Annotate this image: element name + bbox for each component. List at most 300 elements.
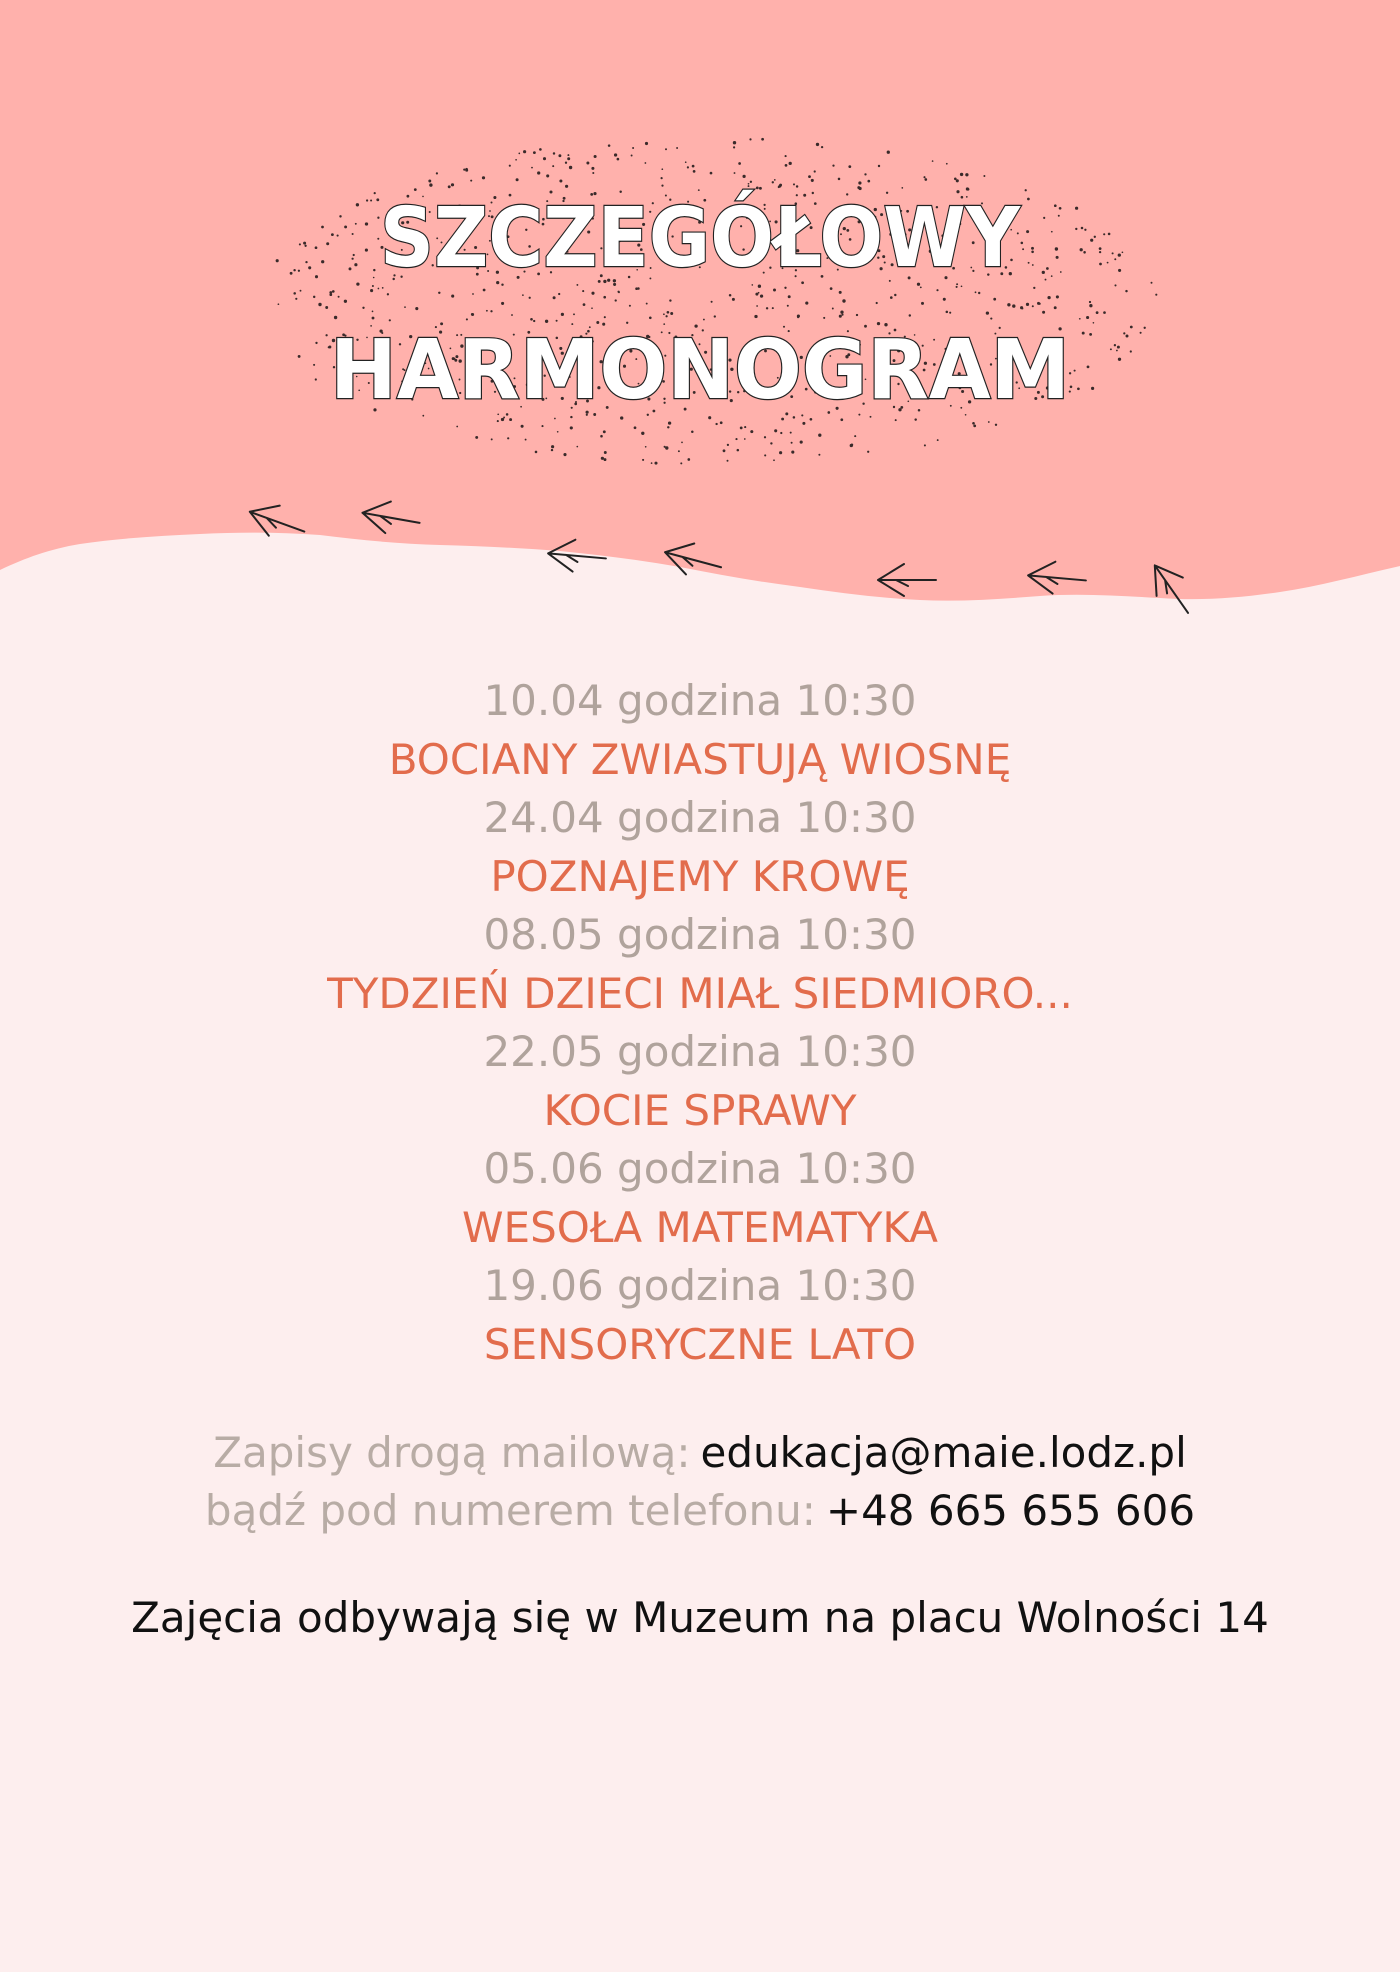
speckle-dot [1060, 271, 1062, 273]
speckle-dot [960, 173, 963, 176]
speckle-dot [533, 320, 535, 322]
speckle-dot [604, 451, 607, 454]
speckle-dot [313, 296, 315, 298]
speckle-dot [570, 426, 573, 429]
speckle-dot [857, 186, 860, 189]
speckle-dot [663, 313, 665, 315]
speckle-dot [818, 434, 821, 437]
speckle-dot [507, 437, 509, 439]
speckle-dot [1130, 350, 1132, 352]
speckle-dot [678, 450, 680, 452]
speckle-dot [1116, 350, 1118, 352]
speckle-dot [693, 170, 696, 173]
speckle-dot [796, 185, 798, 187]
speckle-dot [729, 294, 732, 297]
speckle-dot [667, 311, 670, 314]
speckle-dot [818, 454, 820, 456]
speckle-dot [774, 429, 777, 432]
speckle-dot [773, 289, 776, 292]
speckle-dot [1118, 253, 1121, 256]
speckle-dot [784, 287, 786, 289]
speckle-dot [830, 287, 833, 290]
speckle-dot [787, 305, 789, 307]
speckle-dot [773, 459, 775, 461]
speckle-dot [667, 426, 669, 428]
speckle-dot [661, 168, 663, 170]
speckle-dot [1027, 198, 1030, 201]
speckle-dot [501, 418, 504, 421]
speckle-dot [567, 154, 569, 156]
speckle-dot [954, 178, 957, 181]
speckle-dot [634, 426, 637, 429]
speckle-dot [1099, 251, 1101, 253]
speckle-dot [890, 296, 893, 299]
speckle-dot [988, 421, 990, 423]
speckle-dot [315, 342, 317, 344]
speckle-dot [1020, 306, 1023, 309]
speckle-dot [466, 318, 468, 320]
speckle-dot [372, 311, 374, 313]
speckle-dot [645, 162, 647, 164]
speckle-dot [936, 289, 938, 291]
speckle-dot [1070, 386, 1073, 389]
speckle-dot [901, 187, 903, 189]
speckle-dot [894, 294, 896, 296]
speckle-dot [770, 442, 772, 444]
speckle-dot [1058, 215, 1060, 217]
speckle-dot [733, 141, 736, 144]
speckle-dot [735, 438, 737, 440]
speckle-dot [740, 427, 743, 430]
speckle-dot [664, 446, 666, 448]
speckle-dot [305, 261, 307, 263]
speckle-dot [793, 183, 795, 185]
speckle-dot [750, 181, 752, 183]
header-art [0, 0, 1400, 640]
speckle-dot [923, 176, 925, 178]
speckle-dot [438, 292, 440, 294]
speckle-dot [366, 199, 368, 201]
speckle-dot [295, 298, 297, 300]
speckle-dot [1047, 296, 1050, 299]
speckle-dot [315, 275, 318, 278]
speckle-dot [785, 164, 788, 167]
speckle-dot [920, 287, 922, 289]
speckle-dot [617, 158, 620, 161]
speckle-dot [1108, 233, 1111, 236]
speckle-dot [661, 185, 663, 187]
speckle-dot [501, 302, 504, 305]
speckle-dot [748, 183, 750, 185]
speckle-dot [515, 159, 517, 161]
speckle-dot [756, 187, 759, 190]
speckle-dot [749, 138, 751, 140]
speckle-dot [313, 364, 315, 366]
speckle-dot [541, 425, 543, 427]
speckle-dot [1112, 252, 1114, 254]
speckle-dot [365, 249, 368, 252]
speckle-dot [1090, 239, 1093, 242]
speckle-dot [551, 445, 554, 448]
speckle-dot [389, 319, 391, 321]
speckle-dot [909, 314, 911, 316]
email-label: Zapisy drogą mailową: [213, 1428, 691, 1477]
speckle-dot [727, 460, 729, 462]
speckle-dot [522, 294, 524, 296]
speckle-dot [733, 146, 735, 148]
speckle-dot [535, 451, 538, 454]
speckle-dot [802, 422, 805, 425]
speckle-dot [1025, 189, 1027, 191]
speckle-dot [1082, 332, 1085, 335]
speckle-dot [332, 290, 335, 293]
speckle-dot [758, 292, 760, 294]
contact-info [0, 1424, 1400, 1540]
speckle-dot [352, 233, 354, 235]
speckle-dot [714, 315, 716, 317]
speckle-dot [618, 291, 620, 293]
speckle-dot [362, 307, 364, 309]
speckle-dot [661, 177, 663, 179]
torn-paper-edge [0, 0, 1400, 601]
speckle-dot [756, 305, 758, 307]
speckle-dot [298, 355, 301, 358]
speckle-dot [601, 457, 604, 460]
speckle-dot [491, 438, 493, 440]
speckle-dot [1032, 264, 1034, 266]
speckle-dot [293, 269, 295, 271]
speckle-dot [808, 175, 811, 178]
speckle-dot [878, 165, 880, 167]
speckle-dot [864, 173, 866, 175]
speckle-dot [573, 313, 575, 315]
speckle-dot [946, 311, 949, 314]
speckle-dot [788, 295, 791, 298]
speckle-dot [816, 143, 819, 146]
speckle-dot [591, 292, 594, 295]
speckle-dot [303, 242, 306, 245]
speckle-dot [1080, 248, 1083, 251]
speckle-dot [1122, 251, 1124, 253]
speckle-dot [543, 157, 546, 160]
speckle-dot [349, 267, 352, 270]
speckle-dot [486, 310, 488, 312]
event-title: WESOŁA MATEMATYKA [462, 1202, 938, 1252]
speckle-dot [591, 307, 593, 309]
speckle-dot [377, 238, 379, 240]
speckle-dot [774, 179, 776, 181]
speckle-dot [715, 423, 717, 425]
speckle-dot [521, 425, 524, 428]
speckle-dot [365, 222, 368, 225]
speckle-dot [887, 151, 890, 154]
phone-number[interactable]: +48 665 655 606 [825, 1486, 1196, 1535]
speckle-dot [832, 164, 834, 166]
speckle-dot [472, 293, 474, 295]
event-title: BOCIANY ZWIASTUJĄ WIOSNĘ [388, 734, 1012, 784]
speckle-dot [326, 242, 329, 245]
speckle-dot [1099, 263, 1102, 266]
speckle-dot [591, 167, 594, 170]
event-date: 22.05 godzina 10:30 [483, 1027, 917, 1076]
speckle-dot [692, 165, 695, 168]
speckle-dot [552, 165, 554, 167]
speckle-dot [975, 291, 977, 293]
speckle-dot [1084, 229, 1086, 231]
speckle-dot [1140, 332, 1142, 334]
speckle-dot [841, 314, 843, 316]
speckle-dot [387, 293, 389, 295]
speckle-dot [914, 418, 916, 420]
speckle-dot [1091, 387, 1094, 390]
speckle-dot [631, 155, 633, 157]
speckle-dot [615, 299, 617, 301]
speckle-dot [1099, 247, 1102, 250]
location-note: Zajęcia odbywają się w Muzeum na placu Wolności 14 [131, 1593, 1269, 1642]
speckle-dot [766, 307, 768, 309]
speckle-dot [325, 306, 328, 309]
speckle-dot [764, 454, 766, 456]
speckle-dot [378, 288, 380, 290]
speckle-dot [539, 148, 542, 151]
speckle-dot [810, 418, 813, 421]
speckle-dot [895, 419, 897, 421]
speckle-dot [680, 462, 682, 464]
speckle-dot [372, 285, 374, 287]
speckle-dot [497, 420, 499, 422]
speckle-dot [821, 146, 823, 148]
speckle-dot [760, 294, 763, 297]
event-title: POZNAJEMY KROWĘ [490, 851, 910, 901]
speckle-dot [300, 290, 302, 292]
speckle-dot [298, 270, 300, 272]
speckle-dot [856, 314, 858, 316]
speckle-dot [785, 155, 787, 157]
speckle-dot [814, 170, 816, 172]
speckle-dot [382, 287, 384, 289]
speckle-dot [761, 138, 764, 141]
email-address[interactable]: edukacja@maie.lodz.pl [700, 1428, 1187, 1477]
speckle-dot [315, 246, 318, 249]
speckle-dot [351, 258, 353, 260]
speckle-dot [738, 162, 741, 165]
speckle-dot [509, 165, 511, 167]
speckle-dot [1117, 346, 1120, 349]
speckle-dot [558, 154, 561, 157]
speckle-dot [546, 174, 549, 177]
speckle-dot [561, 313, 564, 316]
schedule-list [0, 672, 1400, 1374]
speckle-dot [567, 157, 570, 160]
speckle-dot [687, 166, 689, 168]
speckle-dot [334, 316, 337, 319]
speckle-dot [687, 458, 690, 461]
speckle-dot [1075, 228, 1077, 230]
speckle-dot [557, 431, 559, 433]
speckle-dot [1055, 247, 1058, 250]
speckle-dot [791, 451, 794, 454]
speckle-dot [276, 259, 279, 262]
speckle-dot [1086, 316, 1089, 319]
event-date: 10.04 godzina 10:30 [483, 676, 917, 725]
speckle-dot [1033, 287, 1035, 289]
speckle-dot [594, 155, 597, 158]
speckle-dot [742, 175, 745, 178]
speckle-dot [569, 166, 572, 169]
speckle-dot [780, 432, 782, 434]
speckle-dot [530, 318, 533, 321]
speckle-dot [839, 291, 842, 294]
speckle-dot [840, 418, 843, 421]
speckle-dot [858, 181, 861, 184]
speckle-dot [681, 442, 683, 444]
speckle-dot [1089, 304, 1092, 307]
title-line-1: SZCZEGÓŁOWY [380, 191, 1081, 286]
speckle-dot [516, 178, 519, 181]
speckle-dot [321, 226, 324, 229]
speckle-dot [1032, 305, 1034, 307]
speckle-dot [1007, 303, 1010, 306]
speckle-dot [1094, 236, 1096, 238]
speckle-dot [372, 317, 375, 320]
speckle-dot [290, 272, 293, 275]
speckle-dot [750, 430, 753, 433]
speckle-dot [1056, 295, 1059, 298]
speckle-dot [470, 180, 472, 182]
speckle-dot [754, 315, 757, 318]
speckle-dot [943, 298, 946, 301]
speckle-dot [654, 462, 657, 465]
speckle-dot [1093, 322, 1095, 324]
speckle-dot [531, 167, 533, 169]
speckle-dot [990, 318, 992, 320]
speckle-dot [1046, 267, 1049, 270]
speckle-dot [993, 298, 996, 301]
speckle-dot [995, 424, 997, 426]
speckle-dot [848, 165, 851, 168]
speckle-dot [523, 150, 526, 153]
speckle-dot [983, 175, 985, 177]
speckle-dot [789, 162, 792, 165]
speckle-dot [376, 198, 379, 201]
speckle-dot [429, 183, 432, 186]
speckle-dot [973, 425, 976, 428]
speckle-dot [465, 169, 468, 172]
speckle-dot [553, 152, 555, 154]
event-date: 24.04 godzina 10:30 [483, 793, 917, 842]
speckle-dot [645, 446, 647, 448]
speckle-dot [965, 173, 968, 176]
speckle-dot [723, 449, 726, 452]
speckle-dot [635, 287, 638, 290]
speckle-dot [1028, 262, 1030, 264]
speckle-dot [321, 260, 324, 263]
speckle-dot [1114, 284, 1116, 286]
speckle-dot [1125, 290, 1127, 292]
speckle-dot [339, 215, 341, 217]
speckle-dot [374, 192, 376, 194]
speckle-dot [509, 418, 512, 421]
speckle-dot [600, 435, 603, 438]
speckle-dot [373, 269, 375, 271]
speckle-dot [851, 444, 854, 447]
speckle-dot [604, 316, 606, 318]
speckle-dot [1114, 258, 1116, 260]
speckle-dot [511, 314, 513, 316]
speckle-dot [559, 179, 562, 182]
speckle-dot [764, 436, 766, 438]
speckle-dot [685, 161, 687, 163]
speckle-dot [1045, 279, 1047, 281]
speckle-dot [353, 254, 355, 256]
speckle-dot [1087, 366, 1090, 369]
speckle-dot [356, 282, 359, 285]
speckle-dot [720, 421, 723, 424]
speckle-dot [471, 313, 474, 316]
speckle-dot [1118, 358, 1121, 361]
speckle-dot [1110, 348, 1112, 350]
speckle-dot [1051, 275, 1053, 277]
speckle-dot [632, 147, 634, 149]
speckle-dot [436, 172, 438, 174]
speckle-dot [565, 162, 567, 164]
speckle-dot [800, 441, 803, 444]
speckle-dot [483, 289, 486, 292]
speckle-dot [645, 142, 648, 145]
speckle-dot [1059, 207, 1062, 210]
speckle-dot [946, 163, 948, 165]
speckle-dot [1042, 271, 1045, 274]
speckle-dot [1074, 370, 1076, 372]
speckle-dot [1075, 207, 1078, 210]
speckle-dot [1123, 332, 1125, 334]
speckle-dot [1026, 230, 1029, 233]
speckle-dot [533, 151, 536, 154]
speckle-dot [1042, 311, 1045, 314]
speckle-dot [354, 263, 357, 266]
speckle-dot [404, 306, 406, 308]
speckle-dot [669, 299, 671, 301]
speckle-dot [614, 153, 617, 156]
speckle-dot [308, 266, 311, 269]
speckle-dot [482, 176, 485, 179]
speckle-dot [331, 233, 334, 236]
speckle-dot [727, 444, 729, 446]
phone-label: bądź pod numerem telefonu: [204, 1486, 816, 1535]
speckle-dot [475, 436, 478, 439]
speckle-dot [551, 449, 553, 451]
speckle-dot [518, 153, 520, 155]
speckle-dot [949, 312, 951, 314]
speckle-dot [710, 172, 713, 175]
speckle-dot [565, 185, 568, 188]
speckle-dot [1103, 233, 1105, 235]
speckle-dot [956, 286, 958, 288]
speckle-dot [842, 299, 845, 302]
speckle-dot [744, 426, 746, 428]
speckle-dot [1077, 387, 1080, 390]
speckle-dot [1118, 269, 1121, 272]
speckle-dot [665, 315, 667, 317]
speckle-dot [1022, 248, 1024, 250]
speckle-dot [490, 310, 492, 312]
speckle-dot [759, 187, 762, 190]
speckle-dot [778, 186, 780, 188]
speckle-dot [924, 444, 926, 446]
speckle-dot [582, 290, 584, 292]
speckle-dot [1103, 311, 1106, 314]
speckle-dot [1089, 333, 1092, 336]
